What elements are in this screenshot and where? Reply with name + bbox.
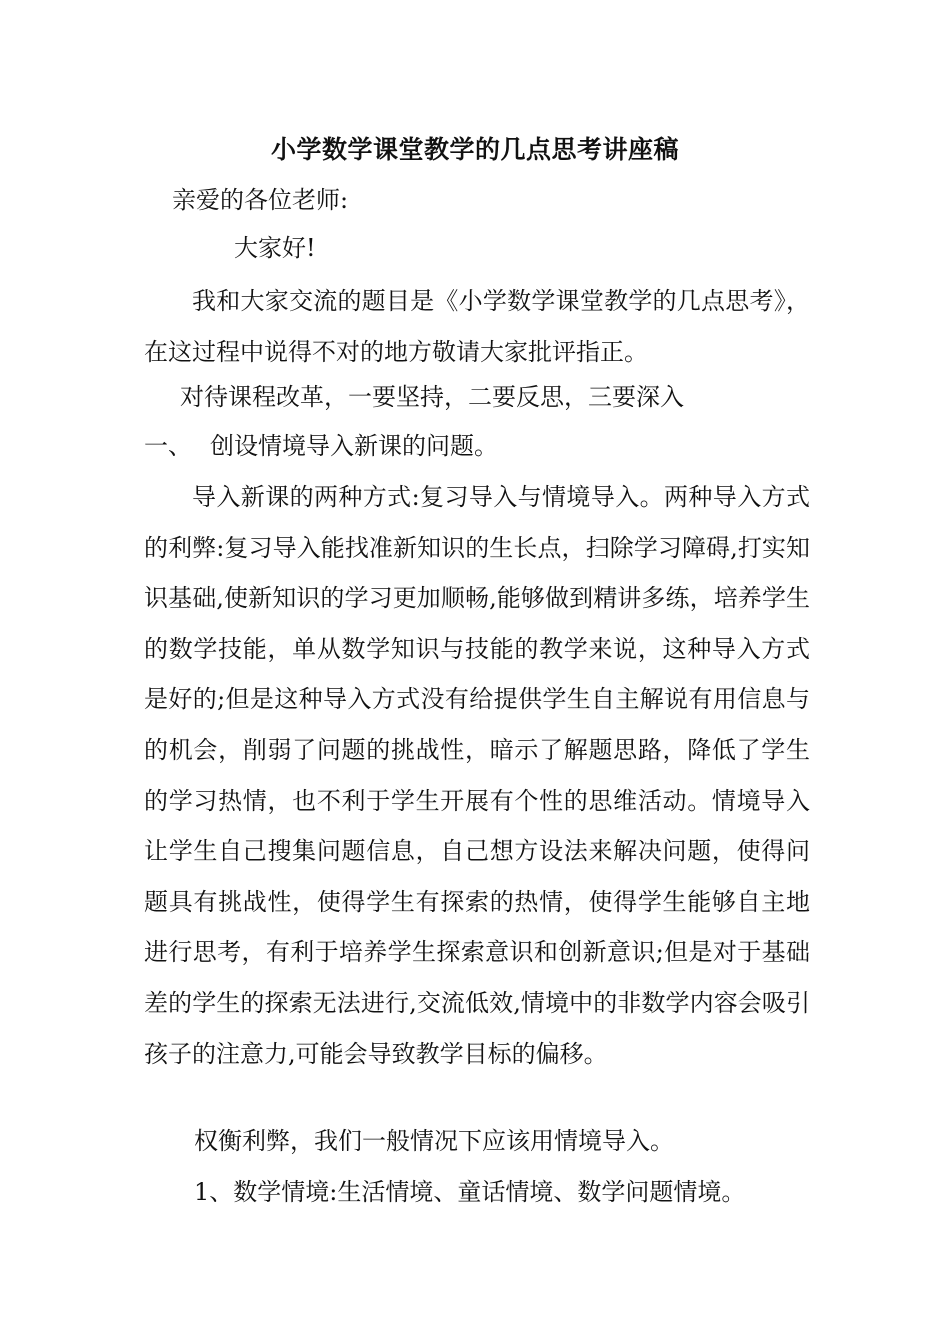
section-number: 一、 — [144, 432, 192, 460]
greeting: 大家好! — [234, 234, 316, 262]
list-item-1: 1、数学情境:生活情境、童话情境、数学问题情境。 — [194, 1178, 746, 1206]
conclusion-line: 权衡利弊，我们一般情况下应该用情境导入。 — [194, 1127, 674, 1155]
principle-line: 对待课程改革，一要坚持，二要反思，三要深入 — [180, 383, 684, 411]
salutation: 亲爱的各位老师: — [172, 186, 349, 214]
section-heading-text: 创设情境导入新课的问题。 — [210, 432, 498, 460]
section-heading-1 — [144, 431, 498, 461]
document-title: 小学数学课堂教学的几点思考讲座稿 — [270, 135, 679, 164]
intro-paragraph: 我和大家交流的题目是《小学数学课堂教学的几点思考》，在这过程中说得不对的地方敬请大家批评指正。 — [144, 287, 810, 366]
body-paragraph: 导入新课的两种方式:复习导入与情境导入。两种导入方式的利弊:复习导入能找准新知识的生长点，扫除学习障碍,打实知识基础,使新知识的学习更加顺畅,能够做到精讲多练，培养学生的数学技能，单从数学知识与技能的教学来说，这种导入方式是好的;但是这种导入方式没有给提供学生自主解说有用信息与的机会，削弱了问题的挑战性，暗示了解题思路，降低了学生的学习热情，也不利于学生开展有个性的思维活动。情境导入让学生自己搜集问题信息，自己想方设法来解决问题，使得问题具有挑战性，使得学生有探索的热情，使得学生能够自主地进行思考，有利于培养学生探索意识和创新意识;但是对于基础差的学生的探索无法进行,交流低效,情境中的非数学内容会吸引孩子的注意力,可能会导致教学目标的偏移。 — [144, 483, 810, 1068]
